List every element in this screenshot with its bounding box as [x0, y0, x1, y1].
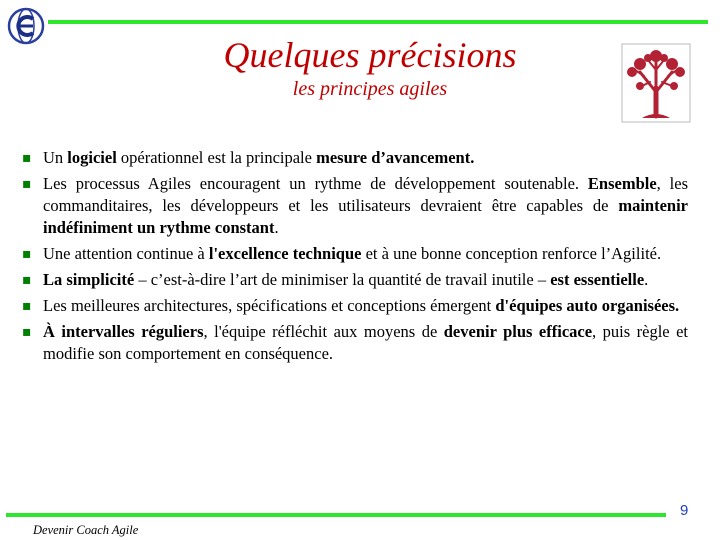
bullet-text: et à une bonne conception renforce l’Agilité. — [361, 244, 662, 263]
bullet-square-icon: ▪ — [22, 272, 32, 288]
bullet-bold-text: La simplicité — [43, 270, 135, 289]
bullet-bold-text: l'excellence technique — [208, 244, 362, 263]
bullet-square-icon: ▪ — [22, 150, 32, 166]
bullet-square-icon: ▪ — [22, 324, 32, 340]
bullet-text: – c’est-à-dire l’art de minimiser la quantité de travail inutile – — [134, 270, 551, 289]
bullet-bold-text: À intervalles réguliers — [43, 322, 204, 341]
bullet-square-icon: ▪ — [22, 298, 32, 314]
bullet-text: . — [274, 218, 279, 237]
page-title: Quelques précisions — [223, 35, 517, 75]
bullet-text: Les processus Agiles encouragent un rythme de développement soutenable. — [43, 174, 588, 193]
bullet-bold-text: logiciel — [67, 148, 117, 167]
footer-text: Devenir Coach Agile — [33, 523, 139, 537]
bullet-item — [22, 173, 688, 239]
bullet-item — [22, 321, 688, 365]
bullet-text: Une attention continue à — [43, 244, 209, 263]
bullet-bold-text: est essentielle — [550, 270, 645, 289]
bullet-text: , puis règle et modifie son comportement en conséquence. — [43, 322, 688, 363]
tree-icon — [620, 42, 692, 124]
bullet-text: Les meilleures architectures, spécifications et conceptions émergent — [43, 296, 496, 315]
bullet-bold-text: mesure d’avancement. — [316, 148, 475, 167]
bullet-list — [22, 147, 688, 369]
bullet-item — [22, 295, 688, 317]
bullet-square-icon: ▪ — [22, 246, 32, 262]
bullet-item — [22, 243, 688, 265]
bullet-bold-text: devenir plus efficace — [443, 322, 593, 341]
page-number: 9 — [680, 502, 689, 519]
bullet-text: . — [644, 270, 649, 289]
bullet-text: , les commanditaires, les développeurs et les utilisateurs devraient être capables de — [43, 174, 688, 215]
bullet-text: Un — [43, 148, 68, 167]
page-subtitle: les principes agiles — [292, 78, 448, 100]
bullet-item — [22, 147, 688, 169]
bottom-rule — [6, 513, 666, 517]
bullet-text: , l'équipe réfléchit aux moyens de — [203, 322, 444, 341]
top-rule — [48, 20, 708, 24]
bullet-square-icon: ▪ — [22, 176, 32, 192]
bullet-bold-text: d'équipes auto organisées. — [495, 296, 680, 315]
bullet-text: opérationnel est la principale — [116, 148, 317, 167]
bullet-bold-text: Ensemble — [587, 174, 657, 193]
bullet-item — [22, 269, 688, 291]
bullet-bold-text: maintenir indéfiniment un rythme constant — [43, 196, 688, 237]
